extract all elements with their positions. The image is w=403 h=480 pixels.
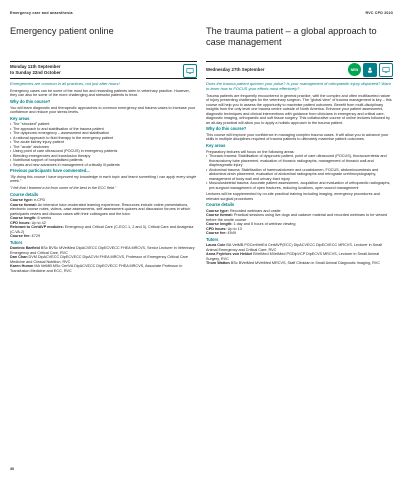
divider [10, 78, 197, 79]
course-details-heading: Course details [10, 191, 39, 197]
list-item: • The acute kidney injury patient [10, 140, 197, 145]
course-type: Course type: Recorded webinars and onsite [206, 208, 281, 213]
tutor-entry: Laura Cole BA VetMB PGCertVetEd CertAVP(ECC) DipACVECC DipECVECC MRCVS, Lecturer in Small Animal Emergency and Critical Care, RVC [206, 243, 383, 252]
key-areas-heading: Key areas [10, 115, 30, 121]
tutors-heading: Tutors [206, 236, 219, 242]
page-number: 30 [10, 467, 14, 471]
list-item: • A rational approach to fluid therapy in the emergency patient [10, 136, 197, 141]
list-item: • Abdominal trauma: Stabilisation of haemoabdomen and uroabdomen, FOCUS, abdominocentesis and abdominal drain placement, evaluation of abdominal radiographs and retrograde urethrocystography, management of body wall and urinary tract injury [206, 168, 393, 182]
end-date: to Sunday 22nd October [10, 69, 61, 75]
course-title: The trauma patient – a global approach to case management [206, 26, 377, 47]
why-text: You will learn diagnostic and therapeutic approaches to common emergency and trauma cases to increase your confidence and reduce your stress levels. [10, 105, 196, 115]
testimonials-heading: Previous participants have commented... [10, 168, 90, 174]
lectures-text: Lectures will be supplemented by on-site practical training including imaging, emergency procedures and relevant surgical procedures [206, 192, 380, 201]
onsite-icon [363, 63, 377, 77]
divider [206, 61, 393, 62]
tutor-entry: Thom Watton BSc BVetMed MVetMed MRCVS, Staff Clinician in Small Animal Diagnostic Imaging, RVC [206, 261, 380, 266]
key-areas-list [10, 122, 197, 167]
course-fee: Course fee: £729 [10, 234, 41, 239]
online-icon [379, 63, 393, 77]
tutor-entry: Anna Frykfors von Hekkel BVetMed MVetMed PGDipVCP DipECVS MRCVS, Lecturer in Small Animal Surgery, RVC [206, 252, 380, 261]
section-label: Emergency care and anaesthesia [10, 11, 73, 15]
divider [206, 78, 393, 79]
why-heading: Why do this course? [10, 99, 51, 105]
list-item: • Nutritional support of hospitalised patients [10, 158, 197, 163]
course-type: Course type: e-CPD [10, 198, 46, 203]
intro-text: Emergencies are common in all practices, not just after hours! [10, 81, 120, 86]
format-icons [348, 63, 393, 77]
page-header [10, 11, 393, 15]
list-item: • The approach to and stabilisation of the trauma patient [10, 127, 197, 132]
start-date: Monday 11th September [10, 64, 61, 69]
divider [10, 61, 197, 62]
course-title: Emergency patient online [10, 26, 114, 36]
why-text: This course will improve your confidence in managing complex trauma cases. It will allow you to advance your skills in multiple disciplines required of trauma patients to ultimately maximise patient outcomes. [206, 132, 389, 142]
tutor-entry: Karen Humm MA VetMB MSc CertVA DipACVECC DipECVECC FHEA MRCVS, Associate Professor in Transfusion Medicine and ECC, RVC [10, 264, 183, 273]
testimonial-quote: "I felt that I learned a lot from some of the best in the ECC field." [10, 186, 117, 191]
course-length: Course length: 6 weeks [10, 216, 52, 221]
course-fee: Course fee: £949 [206, 231, 237, 236]
key-areas-intro: Preparatory lectures will focus on the following areas: [206, 149, 295, 154]
online-icon [183, 64, 197, 78]
key-areas-heading: Key areas [206, 143, 226, 149]
course-body [10, 82, 197, 273]
list-item: • Using point of care ultrasound (POCUS) in emergency patients [10, 149, 197, 154]
list-item: • Sepsis and new advances in management of critically ill patients [10, 163, 197, 168]
intro-paragraph: Emergency cases can be some of the most fun and rewarding patients seen in veterinary practice. However, they can also be some of the more challenging and stressful patients to treat. [10, 88, 190, 98]
list-item: • Bleeding emergencies and transfusion therapy [10, 154, 197, 159]
course-dates [10, 64, 197, 75]
tutor-entry: Dominic Barfield BSc BVSc MVetMed DipACVECC DipECVECC FHEA MRCVS, Senior Lecturer in Veterinary Emergency and Critical Care, RVC [10, 246, 195, 255]
course-trauma-patient [206, 26, 393, 266]
list-item: • The "acute" abdomen [10, 145, 197, 150]
intro-paragraph: Trauma patients are frequently encountered in general practice, with the complex and often multifaceted nature of injury presenting challenges for the veterinary surgeon. The "global view" of trauma management is key – this course will help you to assess the opportunity to maximise patient outcomes. Benefit from multi-disciplinary insights from the only level one trauma centre outside of North America. Enhance your patient assessment, diagnostic techniques and clinical interventions with guidance from clinicians in emergency and critical care, diagnostic imaging, orthopaedic and soft tissue surgery. This collaborative course of online lectures followed by an all-day practical will allow you to apply a holistic approach to the trauma patient. [206, 93, 392, 125]
tutor-entry: Dan Chan DVM DipACVECC DipECVECC DipACVN FHEA MRCVS, Professor of Emergency Critical Care Medicine and Clinical Nutrition, RVC [10, 255, 188, 264]
course-emergency-patient [10, 26, 197, 273]
cpd-hours: CPD hours: Up to 42 [10, 220, 46, 225]
intro-text: Does the trauma patient quicken your pulse? Is your management of orthopaedic injury disjointed? Want to learn how to FOCUS your efforts most effectively? [206, 81, 391, 91]
brochure-label: RVC CPD 2023 [365, 11, 393, 15]
course-format: Course format: Practical sessions using live dogs and cadaver material and recorded webinars to be viewed before the onsite course [206, 213, 388, 222]
list-item: • The dyspnoeic emergency – assessment and stabilisation [10, 131, 197, 136]
course-date: Wednesday 27th September [206, 67, 265, 72]
course-body [206, 82, 393, 266]
key-areas-list [206, 154, 393, 190]
list-item: • Thoracic trauma: Stabilisation of dyspnoeic patient, point of care ultrasound (POCUS), thoracocentesis and thoracostomy tube placement, evaluation of thoracic radiographs, management of thoracic wall and diaphragmatic injury [206, 154, 393, 168]
relevant-modules: Relevant to CertAVP modules: Emergency and Critical Care (C-ECC.1, 2 and 3), Critical Care and Analgesia (C-VA.2) [10, 225, 194, 234]
course-format: Course format: An intensive tutor-moderated learning experience. Resources include online presentations, electronic course notes, videos, case assessments, self-assessment quizzes and discussion forums in which participants review and discuss cases with their colleagues and the tutor. [10, 202, 191, 216]
course-dates [206, 64, 393, 73]
list-item: • Musculoskeletal trauma: Accurate patient assessment, acquisition and evaluation of orthopaedic radiographs, pre-surgical management of open fractures, reducing luxations, open wound management [206, 181, 393, 190]
course-length: Course length: 1 day and 5 hours of webinar viewing [206, 222, 296, 227]
list-item: • The "shocked" patient [10, 122, 197, 127]
new-badge: NEW [348, 63, 361, 76]
cpd-hours: CPD hours: Up to 13 [206, 226, 242, 231]
testimonial-quote: "By doing this course I have improved my knowledge in each topic and learnt something I can apply every single week." [10, 174, 197, 184]
why-heading: Why do this course? [206, 126, 247, 132]
format-icons [183, 64, 197, 78]
course-details-heading: Course details [206, 202, 235, 208]
tutors-heading: Tutors [10, 239, 23, 245]
